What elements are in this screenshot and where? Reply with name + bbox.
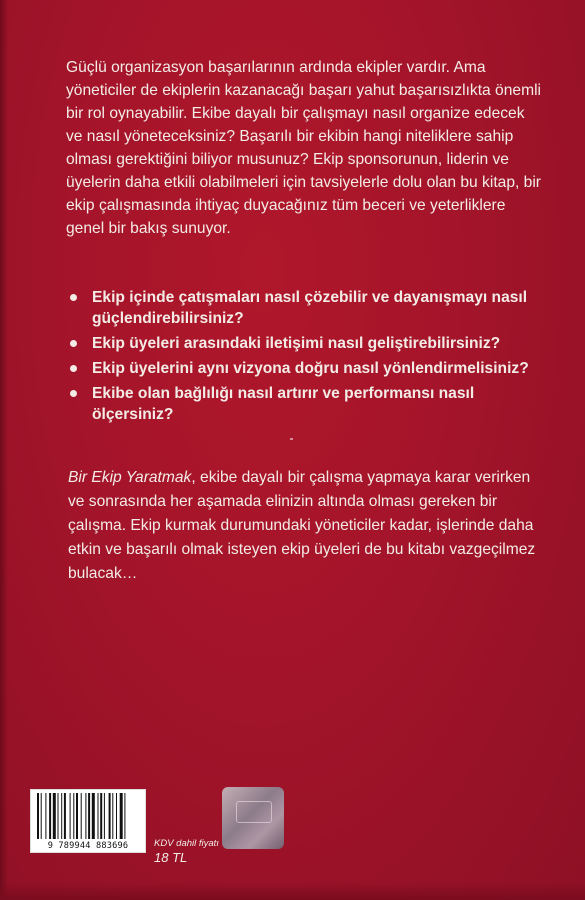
question-list (70, 287, 540, 429)
barcode-bar (41, 793, 42, 839)
barcode-bar (85, 793, 86, 839)
barcode-bar (81, 793, 82, 839)
price-block (154, 838, 219, 866)
bullet-icon (70, 390, 77, 397)
question-item (70, 383, 540, 425)
bullet-icon (70, 340, 77, 347)
barcode-bar (120, 793, 123, 839)
price-label: KDV dahil fiyatı (154, 838, 219, 849)
outro-text: , ekibe dayalı bir çalışma yapmaya karar verirken ve sonrasında her aşamada elinizin altında olması gereken bir çalışma. Ekip kurmak durumundaki yöneticiler kadar, işlerinde daha etkin ve başarılı olmak isteyen ekip üyeleri de bu kitabı vazgeçilmez bulacak… (68, 469, 536, 582)
price-amount: 18 TL (154, 850, 188, 865)
barcode-bar (109, 793, 111, 839)
intro-paragraph: Güçlü organizasyon başarılarının ardında ekipler vardır. Ama yöneticiler de ekiplerin kazanacağı başarı yahut başarısızlıkta önemli bir rol oynayabilir. Ekibe dayalı bir çalışmayı nasıl organize edecek ve nasıl yöneteceksiniz? Başarılı bir ekibin hangi niteliklere sahip olması gerektiğini biliyor musunuz? Ekip sponsorunun, liderin ve üyelerin daha etkili olabilmeleri için tavsiyelerle dolu olan bu kitap, bir ekip çalışmasında ihtiyaç duyacağınız tüm beceri ve yeterliklere genel bir bakış sunuyor. (66, 59, 541, 237)
bullet-icon (70, 365, 77, 372)
question-item (70, 287, 540, 329)
question-item (70, 358, 540, 379)
barcode-bar (100, 793, 102, 839)
outro-paragraph (68, 466, 540, 586)
barcode-bar (92, 793, 95, 839)
barcode-bar (116, 793, 117, 839)
barcode-bar (98, 793, 99, 839)
isbn-barcode (30, 789, 146, 853)
barcode-bars (35, 793, 141, 839)
book-title: Bir Ekip Yaratmak (68, 469, 192, 486)
barcode-bar (58, 793, 59, 839)
barcode-bar (53, 793, 56, 839)
barcode-bar (112, 793, 113, 839)
isbn-digits: 9 789944 883696 (47, 841, 129, 851)
cover-left-edge (0, 0, 8, 900)
barcode-bar (37, 793, 39, 839)
barcode-bar (70, 793, 71, 839)
barcode-bar (49, 793, 51, 839)
question-text: Ekibe olan bağlılığı nasıl artırır ve performansı nasıl ölçersiniz? (92, 385, 475, 423)
question-text: Ekip içinde çatışmaları nasıl çözebilir ve dayanışmayı nasıl güçlendirebilirsiniz? (92, 289, 528, 327)
print-speck (290, 438, 293, 440)
barcode-bar (61, 793, 62, 839)
question-item (70, 333, 540, 354)
hologram-sticker (222, 787, 284, 849)
barcode-bar (104, 793, 105, 839)
barcode-bar (64, 793, 66, 839)
barcode-bar (88, 793, 90, 839)
sticker-emblem (236, 801, 272, 823)
barcode-bar (73, 793, 74, 839)
barcode-bar (76, 793, 78, 839)
barcode-bar (124, 793, 125, 839)
question-text: Ekip üyeleri arasındaki iletişimi nasıl geliştirebilirsiniz? (92, 335, 501, 352)
cover-bottom-edge (0, 882, 585, 900)
barcode-bar (45, 793, 46, 839)
question-text: Ekip üyelerini aynı vizyona doğru nasıl yönlendirmelisiniz? (92, 360, 529, 377)
bullet-icon (70, 294, 77, 301)
